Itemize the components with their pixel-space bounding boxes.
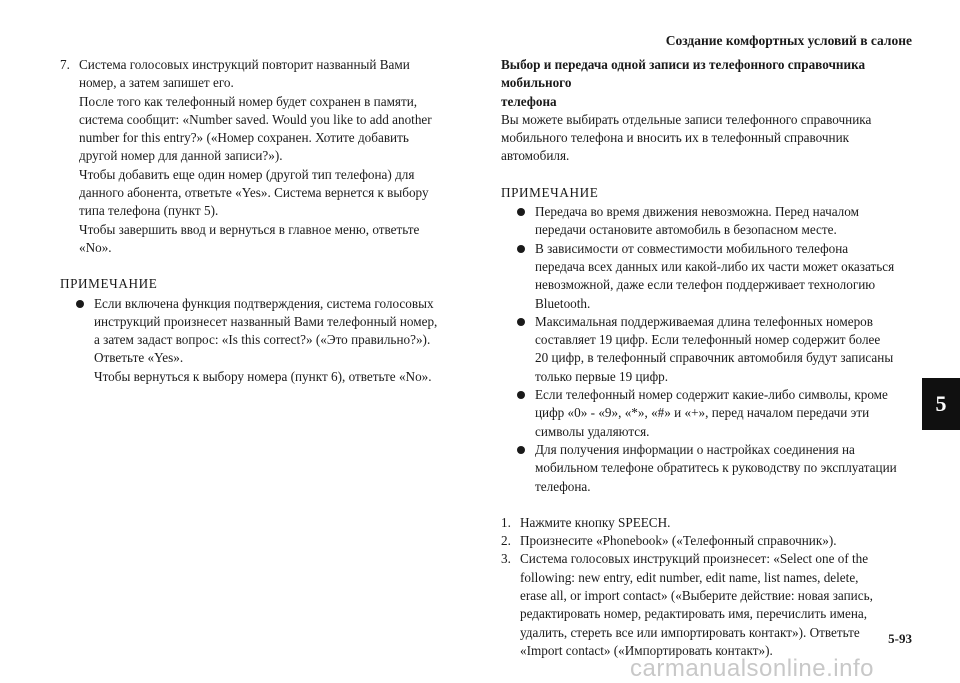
bullet-text: Для получения информации о настройках соединения на мобильном телефоне обратитесь к руководству по эксплуатации телефона. (535, 441, 897, 494)
bullet-text: В зависимости от совместимости мобильного телефона передача всех данных или какой-либо их части может оказаться невозможной, даже если телефон поддерживает технологию Bluetooth. (535, 240, 895, 311)
note-bullet (501, 240, 913, 313)
step-text: Произнесите «Phonebook» («Телефонный справочник»). (520, 533, 837, 549)
step-text: Нажмите кнопку SPEECH. (520, 514, 671, 530)
step-number: 2. (501, 533, 511, 549)
section-body: Вы можете выбирать отдельные записи телефонного справочника мобильного телефона и вносить их в телефонный справочник автомобиля. (501, 111, 872, 164)
step-text: Система голосовых инструкций произнесет: «Select one of the following: new entry, edit number, edit name, list names, delete, erase all, or import contact» («Выберите действие: новая запись, редактировать номер, редактировать имя, перечислить имена, удалить, стереть все или импортировать контакт»). Ответьте «Import contact» («Импортировать контакт»). (520, 551, 873, 658)
step-7 (60, 56, 460, 257)
steps-list (501, 514, 913, 660)
bullet-text: Если включена функция подтверждения, система голосовых инструкций произнесет названный Вами телефонный номер, а затем задаст вопрос: «Is this correct?» («Это правильно?»). Ответьте «Yes». Чтобы вернуться к выбору номера (пункт 6), ответьте «No». (94, 295, 438, 384)
bullet-dot-icon (517, 208, 525, 216)
step-3 (501, 550, 913, 660)
note-bullet (60, 295, 460, 386)
step-number: 3. (501, 551, 511, 567)
note-bullet (501, 441, 913, 496)
step-number: 7. (60, 57, 70, 72)
note-bullet (501, 386, 913, 441)
step-1 (501, 514, 913, 532)
running-header: Создание комфортных условий в салоне (665, 33, 912, 48)
bullet-dot-icon (76, 300, 84, 308)
page-number: 5-93 (888, 631, 912, 646)
step-text: Система голосовых инструкций повторит названный Вами номер, а затем запишет его. После того как телефонный номер будет сохранен в памяти, система сообщит: «Number saved. Would you like to add another number for this entry?» («Номер сохранен. Хотите добавить другой номер для данной записи?»). Чтобы добавить еще один номер (другой тип телефона) для данного абонента, ответьте «Yes». Система вернется к выбору типа телефона (пункт 5). Чтобы завершить ввод и вернуться в главное меню, ответьте «No». (79, 57, 432, 255)
bullet-text: Передача во время движения невозможна. Перед началом передачи остановите автомобиль в безопасном месте. (535, 204, 859, 238)
chapter-tab: 5 (922, 378, 960, 430)
note-heading: ПРИМЕЧАНИЕ (501, 184, 599, 200)
note-bullet (501, 313, 913, 386)
bullet-dot-icon (517, 446, 525, 454)
section-title: Выбор и передача одной записи из телефонного справочника мобильного телефона (501, 57, 866, 109)
bullet-text: Если телефонный номер содержит какие-либо символы, кроме цифр «0» - «9», «*», «#» и «+», перед началом передачи эти символы удаляются. (535, 387, 888, 439)
note-heading: ПРИМЕЧАНИЕ (60, 276, 158, 292)
bullet-dot-icon (517, 245, 525, 253)
note-bullet (501, 203, 913, 240)
step-number: 1. (501, 514, 511, 530)
watermark: carmanualsonline.info (630, 655, 874, 682)
left-column (60, 56, 460, 386)
bullet-dot-icon (517, 318, 525, 326)
step-2 (501, 532, 913, 550)
bullet-dot-icon (517, 391, 525, 399)
bullet-text: Максимальная поддерживаемая длина телефонных номеров составляет 19 цифр. Если телефонный номер содержит более 20 цифр, в телефонный справочник автомобиля будут записаны только первые 19 цифр. (535, 313, 894, 384)
right-column (501, 56, 913, 660)
